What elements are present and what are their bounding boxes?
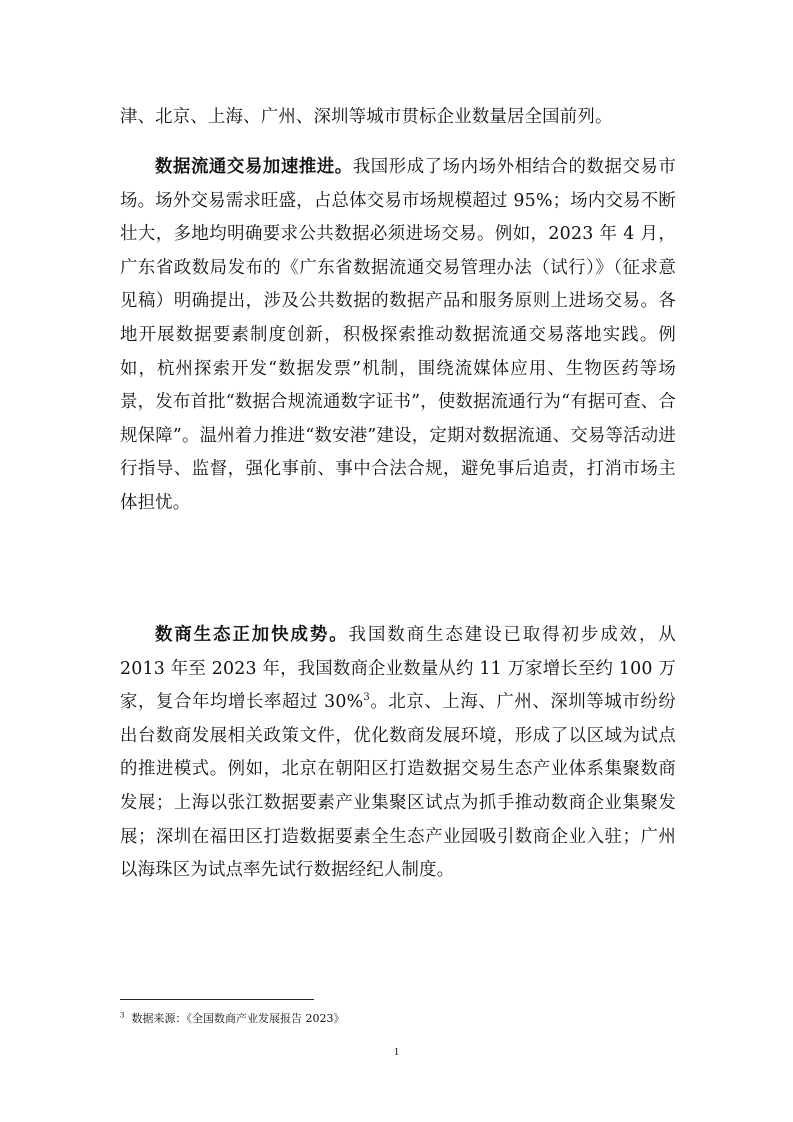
footnote-reference[interactable]: 3 xyxy=(363,692,370,704)
paragraph-lead-heading: 数据流通交易加速推进。 xyxy=(155,157,353,177)
paragraph-continuation xyxy=(120,101,676,135)
paragraph-text: 我国数商生态建设已取得初步成效，从 2013 年至 2023 年，我国数商企业数量从约 11 万家增长至约 100 万家，复合年均增长率超过 30% xyxy=(120,625,676,713)
footnote xyxy=(120,1012,680,1026)
paragraph-data-circulation xyxy=(120,151,676,521)
paragraph-text: 津、北京、上海、广州、深圳等城市贯标企业数量居全国前列。 xyxy=(120,107,613,127)
paragraph-text: 。北京、上海、广州、深圳等城市纷纷出台数商发展相关政策文件，优化数商发展环境，形成了以区域为试点的推进模式。例如，北京在朝阳区打造数据交易生态产业体系集聚数商发展；上海以张江数据要素产业集聚区试点为抓手推动数商企业集聚发展；深圳在福田区打造数据要素全生态产业园吸引数商企业入驻；广州以海珠区为试点率先试行数据经纪人制度。 xyxy=(120,692,676,881)
paragraph-data-ecosystem xyxy=(120,619,676,888)
paragraph-lead-heading: 数商生态正加快成势。 xyxy=(155,625,349,645)
footnote-text: 数据来源：《全国数商产业发展报告 2023》 xyxy=(131,1012,345,1025)
page-number: 1 xyxy=(393,1046,400,1058)
paragraph-text: 我国形成了场内场外相结合的数据交易市场。场外交易需求旺盛，占总体交易市场规模超过 95%；场内交易不断壮大，多地均明确要求公共数据必须进场交易。例如，2023 年 4 月，广东省政数局发布的《广东省数据流通交易管理办法（试行）》（征求意见稿）明确提出，涉及公共数据的数据产品和服务原则上进场交易。各地开展数据要素制度创新，积极探索推动数据流通交易落地实践。例如，杭州探索开发“数据发票”机制，围绕流媒体应用、生物医药等场景，发布首批“数据合规流通数字证书”，使数据流通行为“有据可查、合规保障”。温州着力推进“数安港”建设，定期对数据流通、交易等活动进行指导、监督，强化事前、事中合法合规，避免事后追责，打消市场主体担忧。 xyxy=(120,157,676,513)
footnote-separator xyxy=(120,999,314,1000)
footnote-number: 3 xyxy=(120,1011,125,1020)
